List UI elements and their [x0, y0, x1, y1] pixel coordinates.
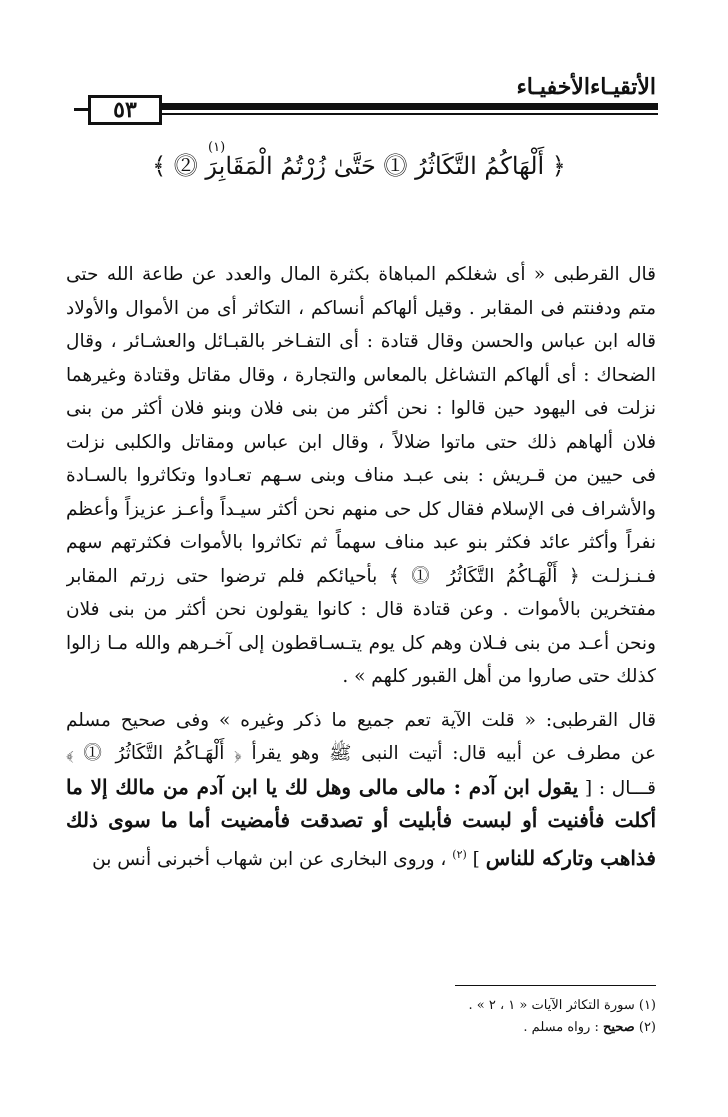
footnote-2 [468, 1017, 656, 1039]
hadith-close-bracket: ] [472, 848, 480, 870]
footnote-2-number: (٢) [638, 1020, 656, 1035]
body-line: قال القرطبى: « قلت الآية تعم جميع ما ذكر وغيره » وفى صحيح مسلم [66, 709, 656, 731]
header-rule-thin [88, 113, 658, 115]
page-number: ٥٣ [113, 97, 137, 123]
footnote-1: (١) سورة التكاثر الآيات « ١ ، ٢ » . [468, 998, 656, 1013]
body-line: مفتخرين بالأموات . وعن قتادة قال : كانوا يقولون نحن أكثر من بنى فلان [66, 599, 656, 620]
footnote-2-grade: صحيح [602, 1020, 635, 1035]
footnotes [468, 995, 656, 1039]
body-line: والأشراف فى الإسلام فقال كل حى منهم نحن أكثر سيـداً وأعـز عزيزاً وأعظم [66, 498, 656, 520]
body-line: عن مطرف عن أبيه قال: أتيت النبى ﷺ وهو يقرأ ﴿ أَلْهَـاكُمُ التَّكَاثُرُ ⓵ ﴾ [66, 743, 656, 764]
body-line: فى حيين من قـريش : بنى عبـد مناف وبنى سـهم تعـادوا وتكاثروا بالسـادة [66, 465, 656, 486]
body-line: فـنـزلـت ﴿ أَلْهَـاكُمُ التَّكَاثُرُ ⓵ ﴾ بأحيائكم فلم ترضوا حتى زرتم المقابر [66, 565, 656, 587]
hadith-text: يقول ابن آدم : مالى مالى وهل لك يا ابن آدم من مالك إلا ما [66, 774, 579, 799]
body-text-continuation: ، وروى البخارى عن ابن شهاب أخبرنى أنس بن [92, 848, 447, 870]
hadith-intro: قـــال : [ [584, 777, 656, 799]
hadith-text: فذاهب وتاركه للناس [485, 845, 656, 870]
body-line-hadith-start [66, 771, 656, 805]
hadith-text-line: أكلت فأفنيت أو لبست فأبليت أو تصدقت فأمضيت أما ما سوى ذلك [66, 808, 656, 832]
body-line-hadith-end [66, 838, 656, 872]
body-text [66, 258, 656, 871]
running-header-title: الأتقيـاءالأخفيـاء [516, 74, 656, 100]
body-line: كذلك حتى صاروا من أهل القبور كلهم » . [342, 666, 656, 687]
body-line: ونحن أعـد من بنى فـلان وهم كل يوم يتـسـاقطون إلى آخـرهم والله مـا زالوا [66, 632, 656, 654]
body-line: قال القرطبى « أى شغلكم المباهاة بكثرة المال والعدد عن طاعة الله حتى [66, 264, 656, 285]
footnote-2-source: : رواه مسلم . [523, 1020, 599, 1035]
body-line: الضحاك : أى ألهاكم التشاغل بالمعاس والتجارة ، وقال مقاتل وقتادة وغيرهما [66, 364, 656, 386]
body-line: نفراً وأكثر عائد فكثر بنو عبد مناف سهماً ثم تكاثروا بالأموات فكثرتهم سهم [66, 532, 656, 553]
verse-footnote-ref: (١) [208, 140, 226, 155]
body-line: نزلت فى اليهود حين قالوا : نحن أكثر من بنى فلان وبنو فلان أكثر من بنى [66, 398, 656, 419]
footnote-rule [455, 985, 656, 986]
header-rule-thick [88, 103, 658, 110]
body-line: متم ودفنتم فى المقابر . وقيل ألهاكم أنساكم ، التكاثر أى من الأموال والأولاد [66, 297, 656, 319]
body-line: قاله ابن عباس والحسن وقال قتادة : أى التفـاخر بالقبـائل والعشـائر ، وقال [66, 331, 656, 352]
body-line: فلان ألهاهم ذلك حتى ماتوا ضلالاً ، وقال ابن عباس ومقاتل والكلبى نزلت [66, 431, 656, 453]
page-number-box [88, 95, 162, 125]
footnote-ref: (٢) [452, 847, 467, 861]
paragraph-gap [66, 694, 656, 704]
quran-verse: ﴿ أَلْهَاكُمُ التَّكَاثُرُ ⓵ حَتَّىٰ زُرْتُمُ الْمَقَابِرَ ⓶ ﴾ [152, 152, 566, 180]
